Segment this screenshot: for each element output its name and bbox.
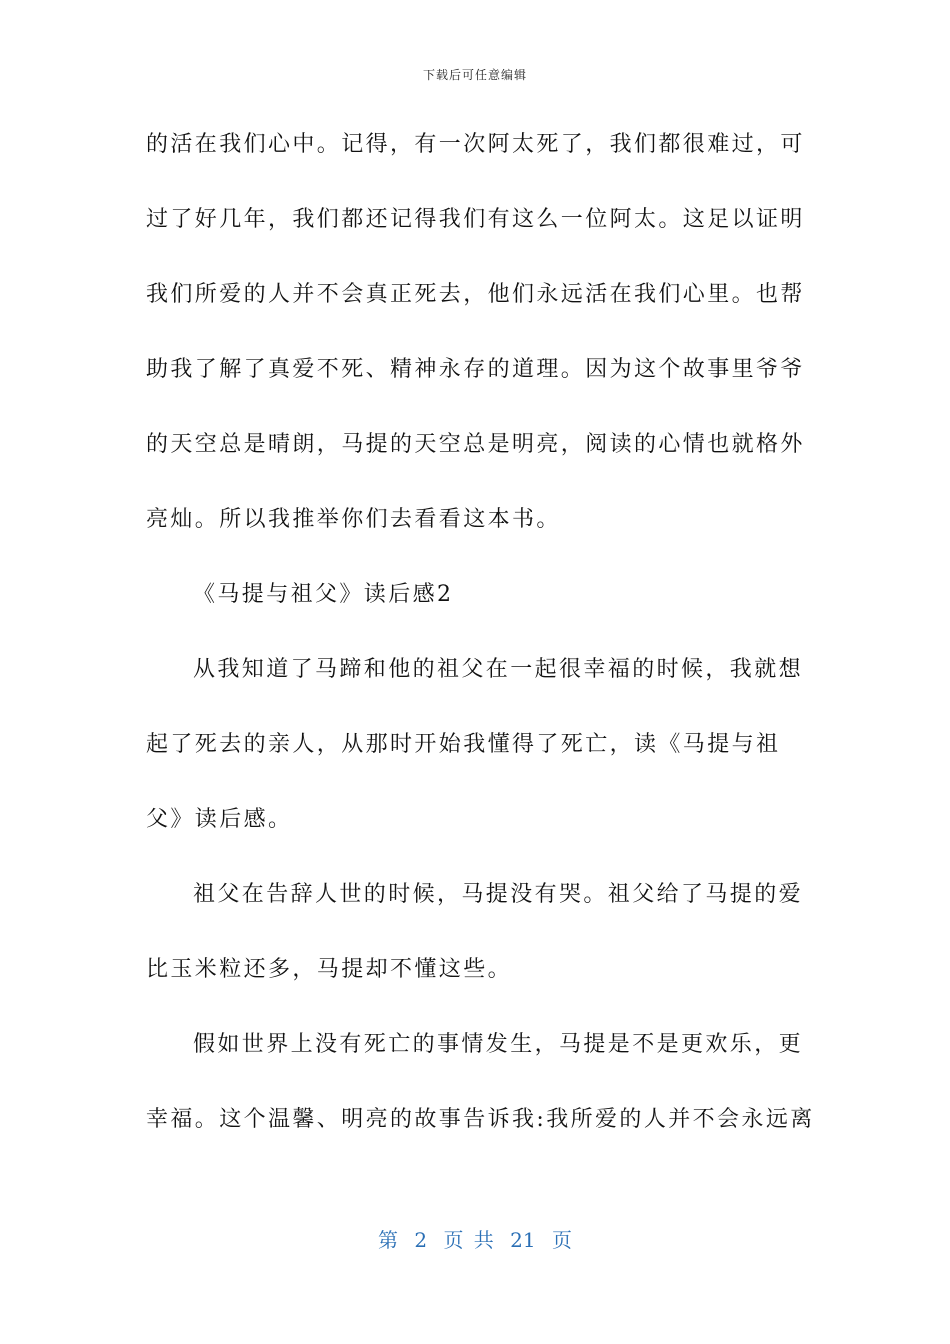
text-line: 的活在我们心中。记得，有一次阿太死了，我们都很难过，可 (146, 132, 805, 157)
footer-middle: 页 共 (443, 1228, 494, 1252)
text-line: 我们所爱的人并不会真正死去，他们永远活在我们心里。也帮 (146, 282, 805, 307)
text-line: 从我知道了马蹄和他的祖父在一起很幸福的时候，我就想 (193, 657, 804, 682)
text-line: 幸福。这个温馨、明亮的故事告诉我:我所爱的人并不会永远离 (146, 1107, 815, 1132)
text-line: 假如世界上没有死亡的事情发生，马提是不是更欢乐，更 (193, 1032, 804, 1057)
body-text (146, 122, 815, 1172)
section-heading: 《马提与祖父》读后感2 (193, 582, 454, 607)
text-line: 助我了解了真爱不死、精神永存的道理。因为这个故事里爷爷 (146, 357, 805, 382)
page-footer (0, 1224, 950, 1253)
footer-prefix: 第 (378, 1228, 398, 1252)
footer-suffix: 页 (551, 1228, 572, 1252)
page-header: 下载后可任意编辑 (422, 68, 527, 82)
footer-total-pages: 21 (510, 1228, 536, 1252)
text-line: 亮灿。所以我推举你们去看看这本书。 (146, 507, 561, 532)
footer-current-page: 2 (414, 1228, 428, 1252)
text-line: 比玉米粒还多，马提却不懂这些。 (146, 957, 513, 982)
text-line: 祖父在告辞人世的时候，马提没有哭。祖父给了马提的爱 (193, 882, 804, 907)
text-line: 父》读后感。 (146, 807, 293, 832)
text-line: 的天空总是晴朗，马提的天空总是明亮，阅读的心情也就格外 (146, 432, 805, 457)
text-line: 起了死去的亲人，从那时开始我懂得了死亡，读《马提与祖 (146, 732, 781, 757)
text-line: 过了好几年，我们都还记得我们有这么一位阿太。这足以证明 (146, 207, 805, 232)
